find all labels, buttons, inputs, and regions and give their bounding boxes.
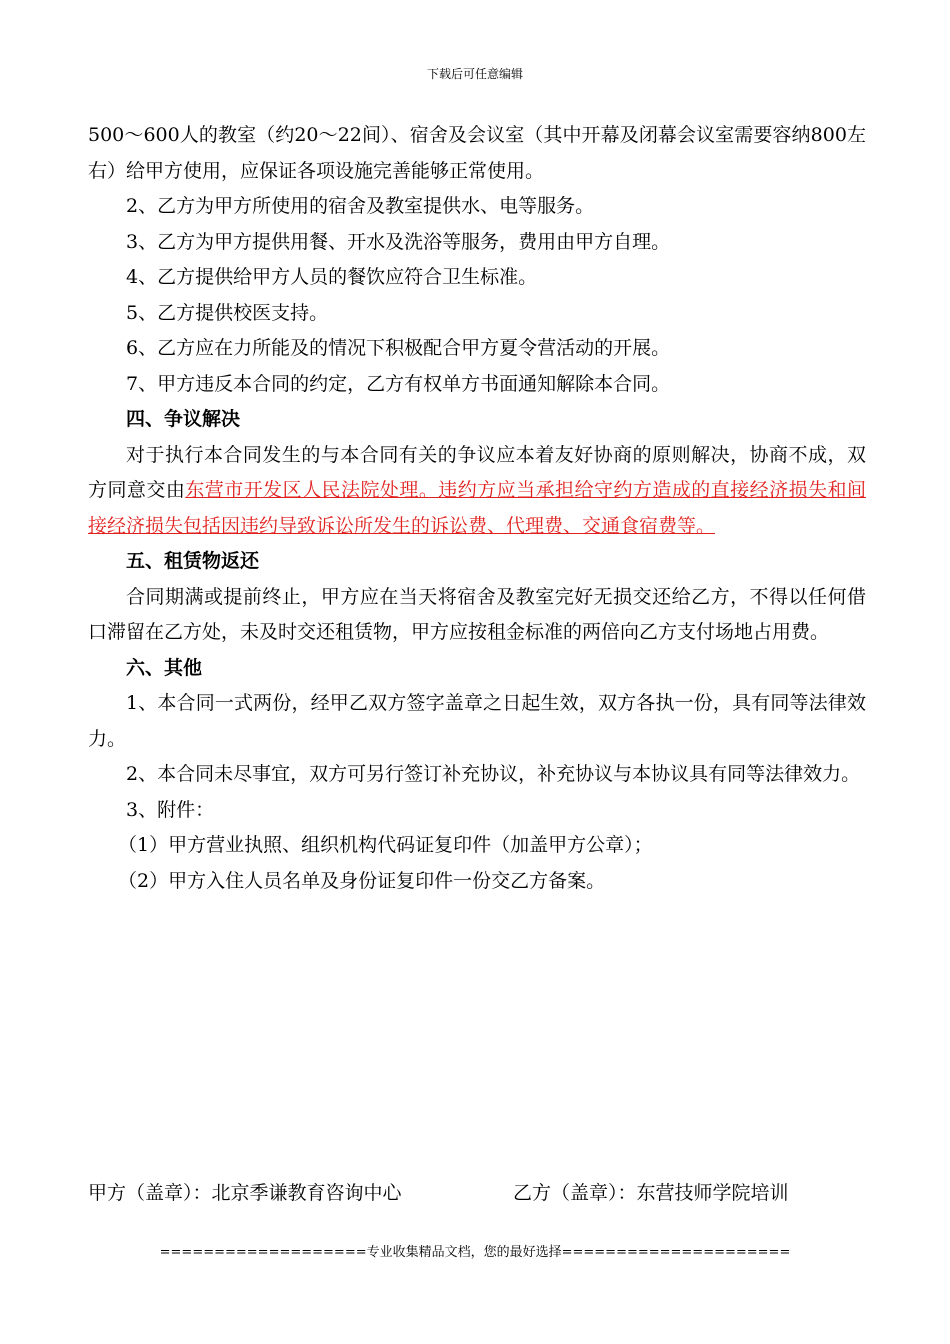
paragraph-continuation: 500～600人的教室（约20～22间）、宿舍及会议室（其中开幕及闭幕会议室需要容纳800左右）给甲方使用，应保证各项设施完善能够正常使用。	[88, 124, 866, 182]
dispute-text: 对于执行本合同发生的与本合同有关的争议应本着友好协商的原则解决，协商不成，双方同意交由	[88, 443, 866, 501]
page-header: 下载后可任意编辑	[426, 67, 523, 81]
section-heading-return: 五、租赁物返还	[126, 550, 260, 572]
document-body	[88, 118, 866, 899]
attachment-item-2: （2）甲方入住人员名单及身份证复印件一份交乙方备案。	[118, 869, 606, 892]
other-item-3: 3、附件：	[126, 798, 215, 821]
list-item-6: 6、乙方应在力所能及的情况下积极配合甲方夏令营活动的开展。	[126, 337, 671, 359]
list-item-3: 3、乙方为甲方提供用餐、开水及洗浴等服务，费用由甲方自理。	[126, 230, 671, 253]
dispute-marked-text: 东营市开发区人民法院处理。违约方应当承担给守约方造成的直接经济损失和间接经济损失包括因违约导致诉讼所发生的诉讼费、代理费、交通食宿费等。	[88, 479, 866, 537]
party-a-signature: 甲方（盖章）：北京季谦教育咨询中心	[88, 1182, 402, 1204]
other-item-2: 2、本合同未尽事宜，双方可另行签订补充协议，补充协议与本协议具有同等法律效力。	[126, 763, 861, 785]
list-item-7: 7、甲方违反本合同的约定，乙方有权单方书面通知解除本合同。	[126, 372, 671, 395]
page-footer: ===================专业收集精品文档，您的最好选择=====================	[159, 1245, 791, 1260]
signature-row	[88, 1178, 878, 1208]
section-heading-other: 六、其他	[126, 656, 203, 679]
section-heading-dispute: 四、争议解决	[126, 408, 241, 430]
attachment-item-1: （1）甲方营业执照、组织机构代码证复印件（加盖甲方公章）；	[118, 834, 653, 856]
paragraph-return: 合同期满或提前终止，甲方应在当天将宿舍及教室完好无损交还给乙方，不得以任何借口滞留在乙方处，未及时交还租赁物，甲方应按租金标准的两倍向乙方支付场地占用费。	[88, 585, 866, 643]
other-item-1: 1、本合同一式两份，经甲乙双方签字盖章之日起生效，双方各执一份，具有同等法律效力。	[88, 692, 866, 750]
list-item-2: 2、乙方为甲方所使用的宿舍及教室提供水、电等服务。	[126, 195, 595, 217]
paragraph-dispute	[88, 438, 866, 545]
list-item-4: 4、乙方提供给甲方人员的餐饮应符合卫生标准。	[126, 266, 538, 288]
party-b-signature: 乙方（盖章）：东营技师学院培训	[513, 1182, 789, 1204]
list-item-5: 5、乙方提供校医支持。	[126, 301, 329, 324]
